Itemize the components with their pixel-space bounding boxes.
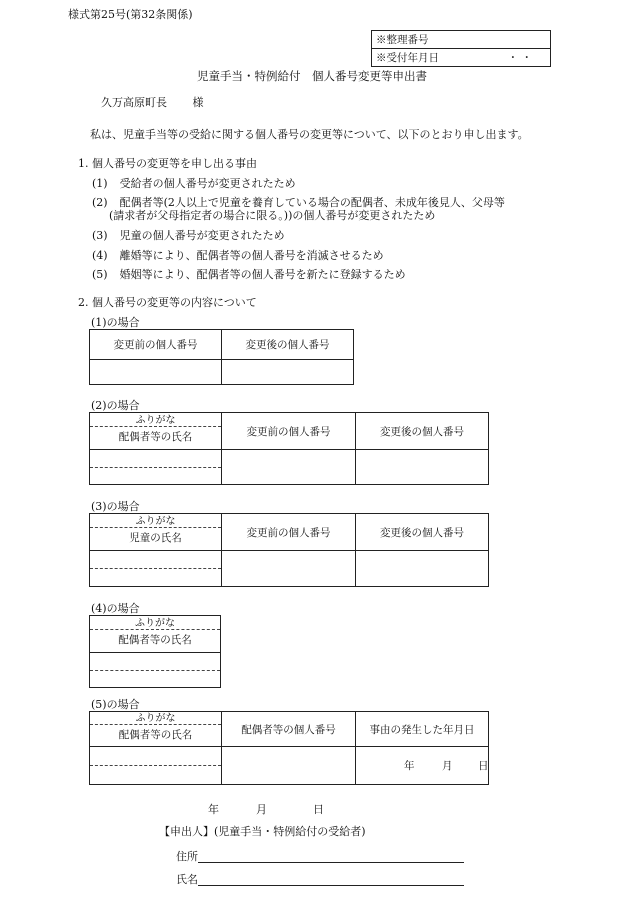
reason-text: 配偶者等(2人以上で児童を養育している場合の配偶者、未成年後見人、父母等	[119, 196, 505, 209]
address-label: 住所	[176, 850, 198, 863]
case2-before-header: 変更前の個人番号	[222, 413, 356, 450]
case4-name-header	[90, 616, 221, 653]
case2-furigana-label: ふりがな	[90, 415, 221, 427]
case5-day: 日	[478, 760, 489, 772]
footer-day: 日	[313, 803, 324, 816]
case2-label: (2)の場合	[91, 399, 140, 412]
case3-after-input[interactable]	[356, 551, 489, 587]
case4-label: (4)の場合	[91, 602, 140, 615]
case3-name-input[interactable]	[90, 551, 222, 587]
case3-before-input[interactable]	[222, 551, 356, 587]
case5-table	[89, 711, 489, 785]
registry-date-dots: ・ ・	[507, 52, 532, 64]
case3-furigana-label: ふりがな	[90, 516, 221, 528]
case3-name-label: 児童の氏名	[129, 532, 182, 544]
case2-after-header: 変更後の個人番号	[356, 413, 489, 450]
case5-name-header	[90, 712, 222, 747]
reason-2-cont: (請求者が父母指定者の場合に限る。))の個人番号が変更されたため	[109, 209, 436, 222]
reason-1	[92, 177, 296, 190]
case1-after-input[interactable]	[222, 360, 354, 385]
case2-name-input[interactable]	[90, 450, 222, 485]
case5-date-header: 事由の発生した年月日	[356, 712, 489, 747]
case5-label: (5)の場合	[91, 698, 140, 711]
name-input[interactable]	[198, 885, 464, 886]
case2-table	[89, 412, 489, 485]
case1-before-header: 変更前の個人番号	[90, 330, 222, 360]
reason-3	[92, 229, 285, 242]
case4-table	[89, 615, 221, 688]
reason-2	[92, 196, 505, 209]
case1-after-header: 変更後の個人番号	[222, 330, 354, 360]
reason-5	[92, 268, 406, 281]
case5-name-label: 配偶者等の氏名	[118, 729, 193, 741]
case4-furigana-label: ふりがな	[90, 618, 220, 630]
case3-after-header: 変更後の個人番号	[356, 514, 489, 551]
case3-name-header	[90, 514, 222, 551]
reason-text: 児童の個人番号が変更されたため	[119, 229, 285, 242]
case2-before-input[interactable]	[222, 450, 356, 485]
address-input[interactable]	[198, 862, 464, 863]
case3-table	[89, 513, 489, 587]
reason-num: (5)	[92, 268, 108, 281]
footer-year: 年	[208, 803, 219, 816]
page-title: 児童手当・特例給付 個人番号変更等申出書	[197, 69, 427, 83]
case5-date-input[interactable]	[356, 747, 489, 785]
name-label: 氏名	[176, 873, 198, 886]
case3-label: (3)の場合	[91, 500, 140, 513]
reason-text: 婚姻等により、配偶者等の個人番号を新たに登録するため	[119, 268, 406, 281]
reason-num: (2)	[92, 196, 108, 209]
addressee-name: 久万高原町長	[101, 96, 167, 109]
case5-furigana-label: ふりがな	[90, 713, 221, 725]
case5-year: 年	[404, 760, 415, 772]
reason-num: (1)	[92, 177, 108, 190]
addressee-honorific: 様	[192, 96, 204, 109]
footer-month: 月	[256, 803, 267, 816]
applicant-heading: 【申出人】(児童手当・特例給付の受給者)	[159, 825, 366, 838]
case5-month: 月	[442, 760, 453, 772]
registry-date-label	[372, 49, 551, 67]
reason-4	[92, 249, 384, 262]
case1-label: (1)の場合	[91, 316, 140, 329]
case5-number-input[interactable]	[222, 747, 356, 785]
form-id: 様式第25号(第32条関係)	[68, 8, 193, 21]
sec2-heading: 2. 個人番号の変更等の内容について	[78, 296, 257, 309]
case3-before-header: 変更前の個人番号	[222, 514, 356, 551]
reason-num: (3)	[92, 229, 108, 242]
case2-name-label: 配偶者等の氏名	[118, 431, 193, 443]
registry-number-label: ※整理番号	[372, 31, 551, 49]
case5-name-input[interactable]	[90, 747, 222, 785]
intro-text: 私は、児童手当等の受給に関する個人番号の変更等について、以下のとおり申し出ます。	[90, 128, 529, 141]
case2-after-input[interactable]	[356, 450, 489, 485]
registry-box	[371, 30, 551, 67]
case1-before-input[interactable]	[90, 360, 222, 385]
reason-text: 受給者の個人番号が変更されたため	[119, 177, 296, 190]
sec1-heading: 1. 個人番号の変更等を申し出る事由	[78, 157, 257, 170]
case5-number-header: 配偶者等の個人番号	[222, 712, 356, 747]
case2-name-header	[90, 413, 222, 450]
case4-name-input[interactable]	[90, 653, 221, 688]
addressee	[101, 96, 204, 109]
reason-num: (4)	[92, 249, 108, 262]
registry-date-text: ※受付年月日	[376, 52, 439, 64]
case4-name-label: 配偶者等の氏名	[118, 634, 192, 646]
reason-text: 離婚等により、配偶者等の個人番号を消滅させるため	[119, 249, 384, 262]
case1-table	[89, 329, 354, 385]
